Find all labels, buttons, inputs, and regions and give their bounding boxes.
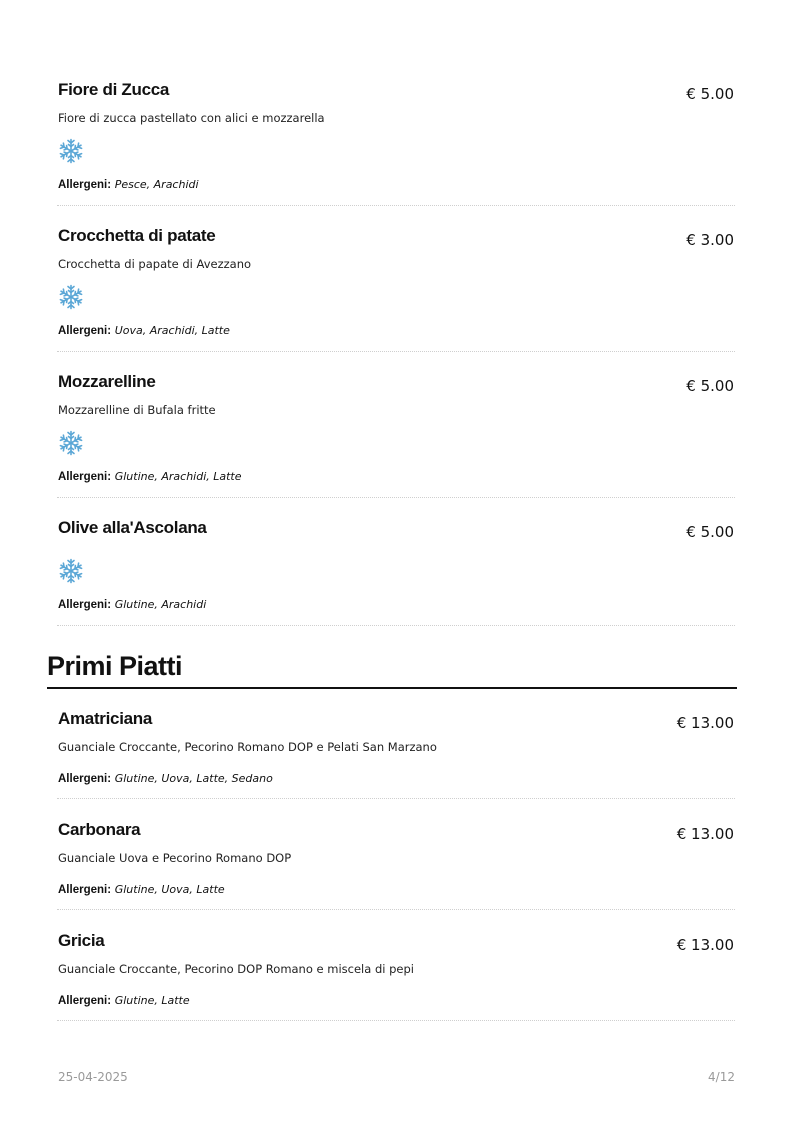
allergens-list: Glutine, Arachidi xyxy=(114,598,207,611)
section-divider xyxy=(47,687,737,689)
item-price: € 5.00 xyxy=(686,377,734,395)
allergens-label: Allergeni: xyxy=(58,179,112,191)
menu-item xyxy=(57,80,735,206)
item-description: Guanciale Uova e Pecorino Romano DOP xyxy=(58,851,292,865)
section-title: Primi Piatti xyxy=(47,651,183,681)
item-price: € 5.00 xyxy=(686,85,734,103)
allergens-list: Glutine, Uova, Latte xyxy=(114,883,225,896)
item-name: Crocchetta di patate xyxy=(58,226,216,245)
menu-item xyxy=(57,372,735,498)
allergens-label: Allergeni: xyxy=(58,599,112,611)
snowflake-icon xyxy=(58,430,84,456)
item-name: Carbonara xyxy=(58,820,141,839)
allergens xyxy=(58,993,190,1007)
item-name: Olive alla'Ascolana xyxy=(58,518,207,537)
item-name: Gricia xyxy=(58,931,105,950)
item-price: € 13.00 xyxy=(676,825,734,843)
allergens-list: Uova, Arachidi, Latte xyxy=(114,324,230,337)
item-price: € 13.00 xyxy=(676,714,734,732)
menu-item xyxy=(57,518,735,626)
item-description: Guanciale Croccante, Pecorino DOP Romano e miscela di pepi xyxy=(58,962,414,976)
allergens-label: Allergeni: xyxy=(58,995,112,1007)
allergens-label: Allergeni: xyxy=(58,773,112,785)
allergens xyxy=(58,597,206,611)
page-number: 4/12 xyxy=(708,1070,735,1084)
allergens-list: Glutine, Uova, Latte, Sedano xyxy=(114,772,273,785)
snowflake-icon xyxy=(58,138,84,164)
allergens-label: Allergeni: xyxy=(58,325,112,337)
item-name: Mozzarelline xyxy=(58,372,156,391)
menu-item xyxy=(57,931,735,1021)
item-price: € 3.00 xyxy=(686,231,734,249)
snowflake-icon xyxy=(58,558,84,584)
menu-item xyxy=(57,820,735,910)
allergens-label: Allergeni: xyxy=(58,471,112,483)
allergens xyxy=(58,469,242,483)
footer-date: 25-04-2025 xyxy=(58,1070,128,1084)
allergens xyxy=(58,882,225,896)
item-description: Crocchetta di papate di Avezzano xyxy=(58,257,252,271)
item-name: Fiore di Zucca xyxy=(58,80,170,99)
item-description: Fiore di zucca pastellato con alici e mozzarella xyxy=(58,111,325,125)
allergens xyxy=(58,771,273,785)
allergens-label: Allergeni: xyxy=(58,884,112,896)
menu-item xyxy=(57,226,735,352)
snowflake-icon xyxy=(58,284,84,310)
allergens-list: Pesce, Arachidi xyxy=(114,178,199,191)
item-name: Amatriciana xyxy=(58,709,153,728)
menu-item xyxy=(57,709,735,799)
allergens-list: Glutine, Arachidi, Latte xyxy=(114,470,242,483)
item-description: Mozzarelline di Bufala fritte xyxy=(58,403,216,417)
allergens xyxy=(58,177,199,191)
item-price: € 13.00 xyxy=(676,936,734,954)
item-description: Guanciale Croccante, Pecorino Romano DOP e Pelati San Marzano xyxy=(58,740,437,754)
allergens-list: Glutine, Latte xyxy=(114,994,190,1007)
allergens xyxy=(58,323,230,337)
item-price: € 5.00 xyxy=(686,523,734,541)
